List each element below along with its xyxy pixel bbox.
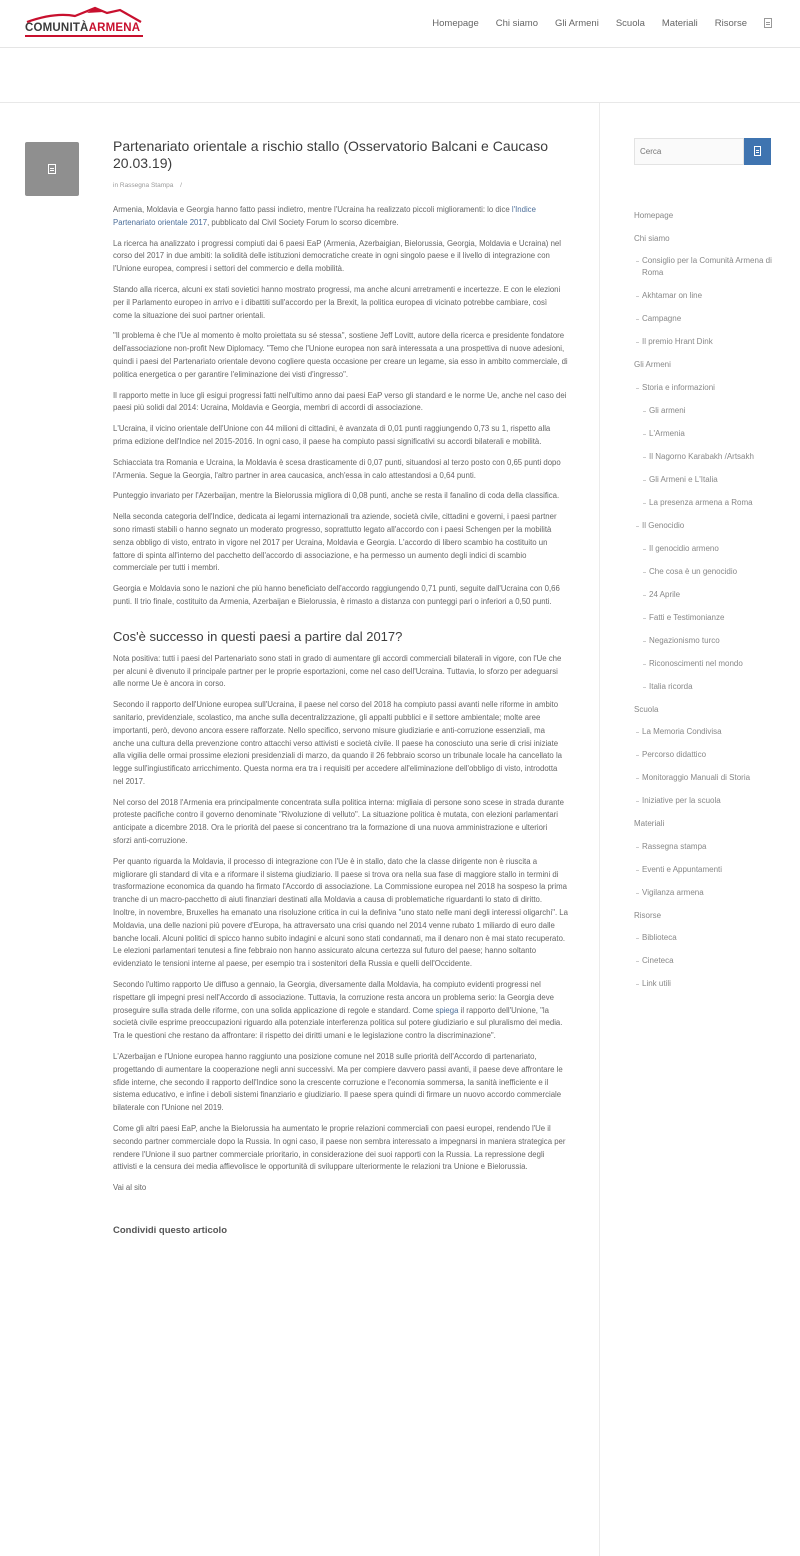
nav-risorse[interactable]: Risorse: [714, 17, 747, 29]
sidebar-menu-item[interactable]: Negazionismo turco: [634, 630, 794, 653]
article-paragraph: Schiacciata tra Romania e Ucraina, la Moldavia è scesa drasticamente di 0,07 punti, situandosi al terzo posto con 0,65 punti dopo l'Armenia. Segue la Georgia, l'altro partner in area caucasica, anch'essa in calo attestandosi a 0,64 punti.: [113, 457, 561, 480]
article-paragraph: Secondo il rapporto dell'Unione europea sull'Ucraina, il paese nel corso del 2018 ha compiuto passi avanti nelle riforme in ambito sanitario, previdenziale, scolastico, ma anche sulla decentralizzazione, gli appalti pubblici e il settore ambientale; molte aree importanti, però, devono ancora essere rafforzate. Nello specifico, servono misure giudiziarie e anti-corruzione essenziali, ma anche una cultura della prevenzione contro attacchi verso attivisti e società civile. Il paese ha conosciuto una serie di crisi iniziate alla vigilia delle ormai prossime elezioni presidenziali di marzo, da quando il 26 febbraio scorso un tribunale locale ha cancellato la legge sull'ingiustificato arricchimento. Questa norma era tra i requisiti per accedere all'eliminazione dell'obbligo di visto, introdotta nel 2017.: [113, 700, 563, 786]
sidebar-menu-item[interactable]: Eventi e Appuntamenti: [634, 859, 794, 882]
georgia-after: il rapporto dell'Unione, "la società civile esprime preoccupazioni riguardo alla potenziale interferenza politica sul potere giudiziario e sul pluralismo dei media. Tra le questioni che restano da affrontare: il rispetto dei diritti umani e le legislazione contro la discriminazione".: [113, 1005, 563, 1041]
document-icon: [48, 164, 56, 174]
sidebar-menu-item[interactable]: Italia ricorda: [634, 676, 794, 699]
sidebar-menu-item[interactable]: Chi siamo: [634, 233, 670, 243]
post-meta: [113, 182, 568, 190]
sidebar-menu-item[interactable]: La presenza armena a Roma: [634, 492, 794, 515]
article-paragraph: Per quanto riguarda la Moldavia, il processo di integrazione con l'Ue è in stallo, dato che la classe dirigente non è riuscita a migliorare gli standard di vita e a riformare il sistema giudiziario. Il paese si trova ora nella sua fase di maggiore stallo in termini di trasformazione economica da quando ha firmato l'Accordo di associazione. La Commissione europea nel 2018 ha sospeso la prima tranche di un macro-pacchetto di aiuti finanziari destinati alla Moldavia a causa di problematiche riguardanti lo stato di diritto. Inoltre, in novembre, Bruxelles ha emanato una risoluzione critica in cui la definiva "uno stato nelle mani degli interessi oligarchi". La Moldavia, una delle nazioni più povere d'Europa, ha attraversato una crisi quando nel 2014 venne rubato 1 miliardo di euro dalle banche locali. Alcuni politici di spicco hanno subito indagini e alcuni sono stati condannati, ma il denaro non è mai stato recuperato. Le elezioni parlamentari tenutesi a fine febbraio non hanno assicurato alcuna certezza sul futuro del paese; hanno soltanto evidenziato le tensioni interne al paese, per esempio tra i sostenitori della Russia e quelli dell'Occidente.: [113, 856, 568, 969]
spiega-link[interactable]: spiega: [435, 1005, 459, 1015]
search-button[interactable]: [744, 138, 771, 165]
sidebar-menu-item[interactable]: Gli Armeni e L'Italia: [634, 469, 794, 492]
sidebar-menu-item[interactable]: Il Genocidio: [634, 515, 794, 538]
sidebar-menu-item[interactable]: Il genocidio armeno: [634, 538, 794, 561]
sidebar-menu-item[interactable]: Materiali: [634, 819, 665, 828]
logo-text-part1: COMUNITÀ: [25, 22, 89, 34]
indice-link[interactable]: l'Indice Partenariato orientale 2017: [113, 205, 536, 227]
article-subheading: Cos'è successo in questi paesi a partire dal 2017?: [113, 628, 403, 644]
nav-chi-siamo[interactable]: Chi siamo: [495, 17, 538, 29]
share-title: Condividi questo articolo: [113, 1225, 228, 1236]
sidebar-menu-item[interactable]: Akhtamar on line: [634, 285, 794, 308]
sidebar-menu-item[interactable]: Il premio Hrant Dink: [634, 331, 794, 354]
article-paragraph: [113, 204, 568, 230]
nav-search-icon[interactable]: [764, 18, 772, 28]
sidebar-menu-item[interactable]: Riconoscimenti nel mondo: [634, 653, 794, 676]
mountain-logo-icon: [25, 4, 143, 24]
site-logo[interactable]: [25, 4, 143, 40]
nav-gli-armeni[interactable]: Gli Armeni: [555, 17, 599, 29]
sidebar-menu-item[interactable]: Gli armeni: [634, 400, 794, 423]
sidebar-menu: [634, 205, 794, 996]
georgia-before: Secondo l'ultimo rapporto Ue diffuso a gennaio, la Georgia, diversamente dalla Moldavia, ha compiuto evidenti progressi nel rispettare gli impegni presi nell'Accordo di associazione. Tuttavia, la corruzione resta ancora un problema serio: la Georgia deve proseguire sulla strada delle riforme, con una solida applicazione di regole e standard. Come: [113, 980, 554, 1015]
source-link[interactable]: Vai al sito: [113, 1183, 147, 1193]
article-paragraph: [113, 979, 568, 1043]
logo-text: [25, 22, 140, 34]
sidebar-menu-item[interactable]: Percorso didattico: [634, 744, 794, 767]
sidebar-menu-item[interactable]: Campagne: [634, 308, 794, 331]
article-paragraph: Nel corso del 2018 l'Armenia era principalmente concentrata sulla politica interna: migliaia di persone sono scese in strada durante proteste pacifiche contro il governo denominate "Rivoluzione di velluto". La situazione politica è mutata, con elezioni parlamentari anticipate a dicembre 2018. Ora le priorità del paese si concentrano tra la formazione di una nuova amministrazione e ulteriori sforzi anti-corruzione.: [113, 797, 564, 846]
p1-before: Armenia, Moldavia e Georgia hanno fatto passi indietro, mentre l'Ucraina ha realizzato piccoli miglioramenti: lo dice: [113, 205, 512, 214]
main-nav: [415, 0, 772, 46]
sidebar-menu-item[interactable]: Fatti e Testimonianze: [634, 607, 794, 630]
article-paragraph: Il rapporto mette in luce gli esigui progressi fatti nell'ultimo anno dai paesi EaP verso gli standard e le norme Ue, anche nel caso dei paesi più solidi dal 2014: Ucraina, Moldavia e Georgia, membri di accordi di associazione.: [113, 390, 567, 413]
article-paragraph: La ricerca ha analizzato i progressi compiuti dai 6 paesi EaP (Armenia, Azerbaigian, Bielorussia, Georgia, Moldavia e Ucraina) nel corso del 2017 in due ambiti: la solidità delle istituzioni democratiche create in ogni singolo paese e il livello di integrazione con l'Unione europea, compresi i settori del commercio e della mobilità.: [113, 238, 561, 274]
sidebar-menu-item[interactable]: Scuola: [634, 704, 659, 714]
article-paragraph: Punteggio invariato per l'Azerbaijan, mentre la Bielorussia migliora di 0,08 punti, anche se resta il fanalino di coda della classifica.: [113, 491, 560, 501]
post-format-icon: [25, 142, 79, 196]
sidebar-menu-item[interactable]: Consiglio per la Comunità Armena di Roma: [634, 250, 784, 285]
sidebar-menu-item[interactable]: L'Armenia: [634, 423, 794, 446]
sidebar-menu-item[interactable]: Risorse: [634, 910, 662, 920]
article-paragraph: L'Ucraina, il vicino orientale dell'Unione con 44 milioni di cittadini, è avanzata di 0,01 punti raggiungendo 0,73 su 1, rispetto alla prima edizione dell'Indice nel 2015-2016. In ogni caso, il paese ha compiuto passi significativi su accordi bilaterali e mobilità.: [113, 424, 551, 446]
article: [113, 138, 568, 1236]
sidebar-divider: [599, 103, 600, 1556]
sidebar-search: [634, 138, 771, 165]
nav-materiali[interactable]: Materiali: [661, 17, 698, 29]
sidebar-menu-item[interactable]: Storia e informazioni: [634, 377, 794, 400]
search-icon: [754, 146, 761, 156]
article-paragraph: Stando alla ricerca, alcuni ex stati sovietici hanno mostrato progressi, ma anche alcuni arretramenti e incertezze. E con le elezioni per il Parlamento europeo in arrivo e i dibattiti sull'accordo per la Brexit, la politica europea di vicinato potrebbe cambiare, così come la situazione dei suoi partner orientali.: [113, 284, 561, 320]
sidebar-menu-item[interactable]: Monitoraggio Manuali di Storia: [634, 767, 794, 790]
post-category-link[interactable]: Rassegna Stampa: [119, 182, 174, 189]
sidebar-menu-item[interactable]: Link utili: [634, 973, 794, 996]
nav-homepage[interactable]: Homepage: [432, 17, 479, 29]
sidebar-menu-item[interactable]: 24 Aprile: [634, 584, 794, 607]
nav-scuola[interactable]: Scuola: [615, 17, 645, 29]
sidebar-menu-item[interactable]: Che cosa è un genocidio: [634, 561, 794, 584]
logo-text-part2: ARMENA: [88, 22, 141, 34]
sidebar-menu-item[interactable]: Gli Armeni: [634, 360, 671, 369]
p1-after: , pubblicato dal Civil Society Forum lo scorso dicembre.: [207, 217, 399, 227]
article-paragraph: Come gli altri paesi EaP, anche la Bielorussia ha aumentato le proprie relazioni commerciali con paesi europei, rendendo l'Ue il secondo partner commerciale dopo la Russia. In ogni caso, il paese non sembra interessato a impegnarsi in maniera strategica per rendere l'Unione il suo partner commerciale prioritario, in considerazione dei suoi rapporti con la Russia. La repressione degli attivisti e la censura dei media affievolisce le opportunità di sviluppare ulteriormente le relazioni tra Unione e Bielorussia.: [113, 1124, 566, 1172]
search-input[interactable]: [634, 138, 744, 165]
meta-prefix: in: [113, 182, 119, 189]
sidebar-menu-item[interactable]: Homepage: [634, 211, 674, 220]
sidebar-menu-item[interactable]: Rassegna stampa: [634, 836, 794, 859]
sidebar-menu-item[interactable]: Il Nagorno Karabakh /Artsakh: [634, 446, 794, 469]
logo-underline: [25, 35, 143, 37]
title-band: [0, 48, 800, 103]
article-paragraph: "Il problema è che l'Ue al momento è molto proiettata su sé stessa", sostiene Jeff Lovitt, autore della ricerca e presidente fondatore dell'associazione non-profit New Diplomacy. "Temo che l'Unione europea non sarà interessata a una prospettiva di nuove adesioni, quindi i paesi del Partenariato orientale devono cogliere questa occasione per creare un legame, sia esso in ambito commerciale, di politica energetica o per garantire l'eliminazione dei visti d'ingresso".: [113, 331, 568, 379]
sidebar-menu-item[interactable]: Biblioteca: [634, 927, 794, 950]
post-title: Partenariato orientale a rischio stallo (Osservatorio Balcani e Caucaso 20.03.19): [113, 138, 548, 171]
article-paragraph: Nota positiva: tutti i paesi del Partenariato sono stati in grado di aumentare gli accordi commerciali bilaterali in vigore, con l'Ue che per alcuni è divenuto il principale partner per le proprie esportazioni, come nel caso dell'Ucraina. Tuttavia, lo sforzo per adeguarsi alle norme Ue è ancora in corso.: [113, 653, 562, 689]
sidebar-menu-item[interactable]: La Memoria Condivisa: [634, 721, 794, 744]
article-paragraph: L'Azerbaijan e l'Unione europea hanno raggiunto una posizione comune nel 2018 sulle priorità dell'Accordo di partenariato, progettando di aumentare la cooperazione negli anni successivi. Ma per compiere davvero passi avanti, il paese deve affrontare le sfide interne, che secondo il rapporto dell'Indice sono la crescente corruzione e l'economia sommersa, la sanità inefficiente e il sistema educativo, e infine i deboli sistemi finanziario e giudiziario. Il paese spera quindi di firmare un nuovo accordo commerciale bilaterale con l'Unione nel 2019.: [113, 1052, 563, 1113]
article-paragraph: Georgia e Moldavia sono le nazioni che più hanno beneficiato dell'accordo raggiungendo 0,71 punti, seguite dall'Ucraina con 0,66 punti. Il trio finale, costituito da Armenia, Azerbaijan e Bielorussia, è rimasto a distanza con punteggi pari o inferiori a 0,50 punti.: [113, 584, 560, 606]
article-paragraph: Nella seconda categoria dell'Indice, dedicata ai legami internazionali tra aziende, società civile, cittadini e governi, i paesi partner sono rimasti stabili o hanno segnato un moderato progresso, soprattutto legato all'accordo con i paesi Schengen per la mobilità senza obbligo di visto, entrato in vigore nel 2017 per Ucraina, Moldavia e Georgia. L'accordo di libero scambio ha costituito un fattore di spinta all'interno del pacchetto dell'accordo di associazione, e ha permesso un aumento degli indici di scambio commerciale per tutti i membri.: [113, 512, 557, 573]
site-header: [0, 0, 800, 48]
sidebar-menu-item[interactable]: Vigilanza armena: [634, 882, 794, 905]
sidebar-menu-item[interactable]: Iniziative per la scuola: [634, 790, 794, 813]
sidebar-menu-item[interactable]: Cineteca: [634, 950, 794, 973]
meta-separator: /: [180, 182, 182, 189]
